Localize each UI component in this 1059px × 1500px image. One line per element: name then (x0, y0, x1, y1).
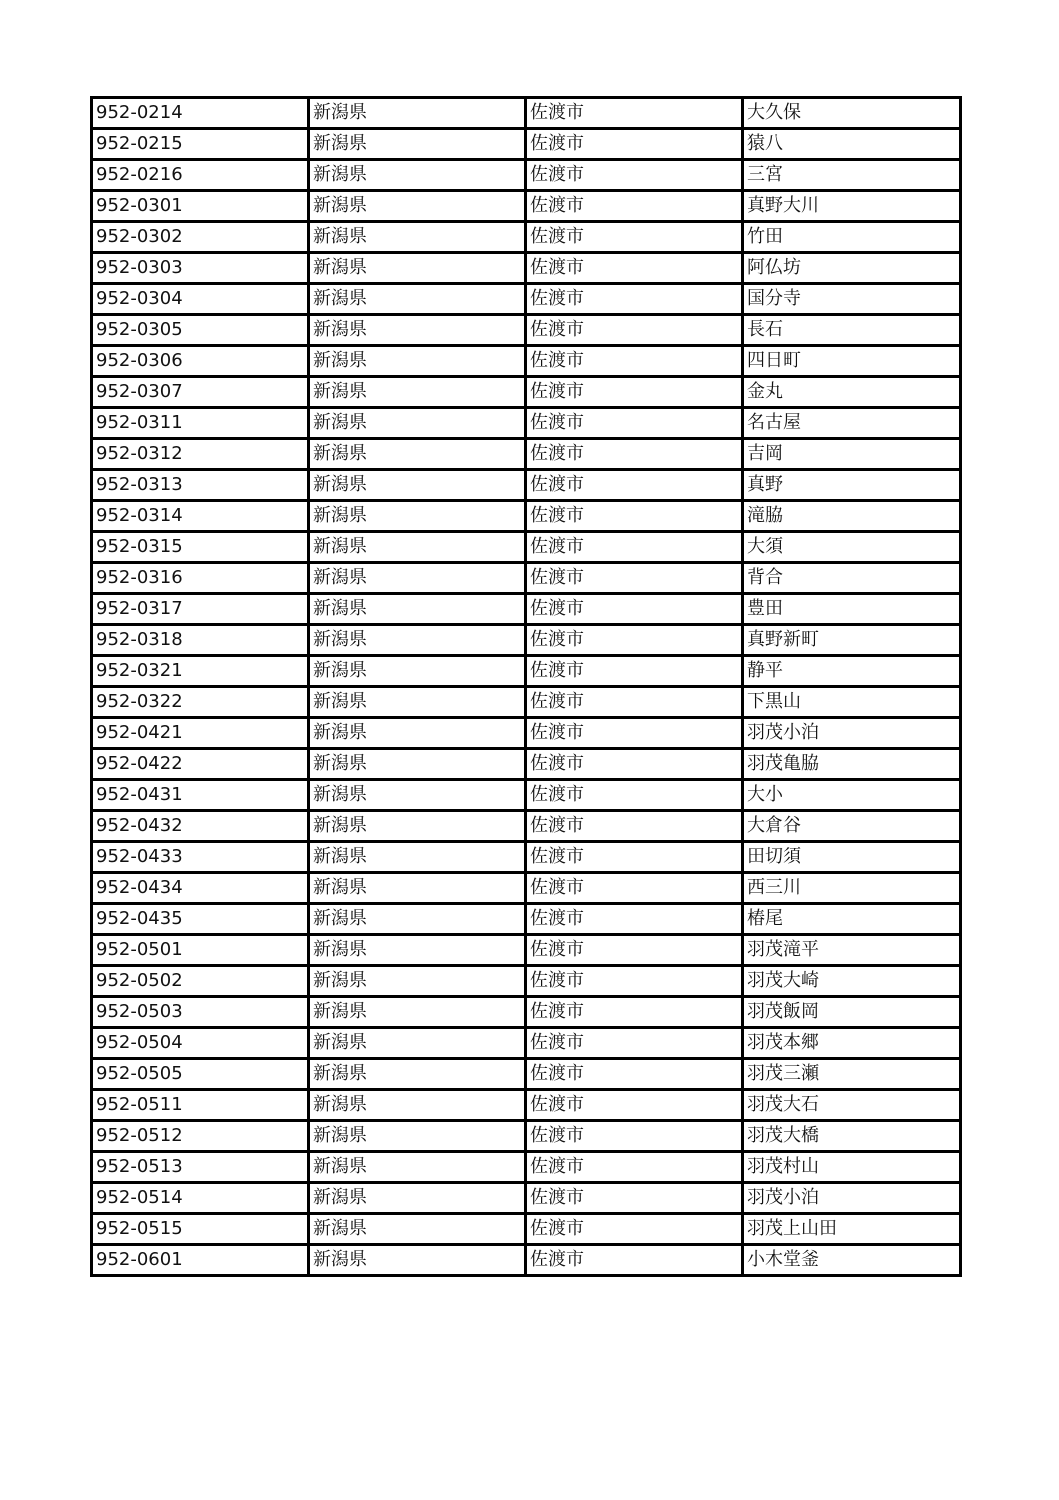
postal-code-cell: 952-0505 (92, 1059, 309, 1090)
table-row (92, 873, 961, 904)
table-row (92, 935, 961, 966)
prefecture-cell: 新潟県 (309, 811, 526, 842)
postal-code-cell: 952-0313 (92, 470, 309, 501)
postal-code-cell: 952-0302 (92, 222, 309, 253)
postal-code-cell: 952-0314 (92, 501, 309, 532)
prefecture-cell: 新潟県 (309, 966, 526, 997)
prefecture-cell: 新潟県 (309, 315, 526, 346)
city-cell: 佐渡市 (526, 315, 743, 346)
town-cell: 羽茂大崎 (743, 966, 961, 997)
town-cell: 大小 (743, 780, 961, 811)
city-cell: 佐渡市 (526, 656, 743, 687)
postal-code-cell: 952-0304 (92, 284, 309, 315)
postal-code-cell: 952-0503 (92, 997, 309, 1028)
city-cell: 佐渡市 (526, 408, 743, 439)
prefecture-cell: 新潟県 (309, 1028, 526, 1059)
prefecture-cell: 新潟県 (309, 346, 526, 377)
postal-code-cell: 952-0514 (92, 1183, 309, 1214)
city-cell: 佐渡市 (526, 346, 743, 377)
town-cell: 真野大川 (743, 191, 961, 222)
table-row (92, 904, 961, 935)
town-cell: 羽茂本郷 (743, 1028, 961, 1059)
table-row (92, 222, 961, 253)
city-cell: 佐渡市 (526, 1183, 743, 1214)
town-cell: 下黒山 (743, 687, 961, 718)
town-cell: 真野 (743, 470, 961, 501)
table-row (92, 1183, 961, 1214)
prefecture-cell: 新潟県 (309, 501, 526, 532)
prefecture-cell: 新潟県 (309, 98, 526, 129)
city-cell: 佐渡市 (526, 780, 743, 811)
city-cell: 佐渡市 (526, 1059, 743, 1090)
postal-code-cell: 952-0305 (92, 315, 309, 346)
table-row (92, 1090, 961, 1121)
prefecture-cell: 新潟県 (309, 1121, 526, 1152)
postal-code-cell: 952-0432 (92, 811, 309, 842)
town-cell: 真野新町 (743, 625, 961, 656)
table-row (92, 253, 961, 284)
city-cell: 佐渡市 (526, 904, 743, 935)
table-row (92, 842, 961, 873)
city-cell: 佐渡市 (526, 718, 743, 749)
town-cell: 西三川 (743, 873, 961, 904)
postal-code-cell: 952-0306 (92, 346, 309, 377)
postal-code-cell: 952-0318 (92, 625, 309, 656)
town-cell: 羽茂飯岡 (743, 997, 961, 1028)
table-row (92, 1121, 961, 1152)
city-cell: 佐渡市 (526, 1121, 743, 1152)
prefecture-cell: 新潟県 (309, 687, 526, 718)
table-row (92, 1245, 961, 1276)
city-cell: 佐渡市 (526, 997, 743, 1028)
city-cell: 佐渡市 (526, 222, 743, 253)
city-cell: 佐渡市 (526, 749, 743, 780)
table-row (92, 625, 961, 656)
city-cell: 佐渡市 (526, 842, 743, 873)
prefecture-cell: 新潟県 (309, 780, 526, 811)
address-table-body (92, 98, 961, 1276)
prefecture-cell: 新潟県 (309, 1152, 526, 1183)
prefecture-cell: 新潟県 (309, 408, 526, 439)
prefecture-cell: 新潟県 (309, 129, 526, 160)
prefecture-cell: 新潟県 (309, 997, 526, 1028)
town-cell: 金丸 (743, 377, 961, 408)
postal-code-cell: 952-0214 (92, 98, 309, 129)
city-cell: 佐渡市 (526, 1152, 743, 1183)
city-cell: 佐渡市 (526, 935, 743, 966)
town-cell: 国分寺 (743, 284, 961, 315)
prefecture-cell: 新潟県 (309, 1214, 526, 1245)
prefecture-cell: 新潟県 (309, 377, 526, 408)
table-row (92, 532, 961, 563)
prefecture-cell: 新潟県 (309, 253, 526, 284)
city-cell: 佐渡市 (526, 284, 743, 315)
city-cell: 佐渡市 (526, 811, 743, 842)
prefecture-cell: 新潟県 (309, 222, 526, 253)
town-cell: 四日町 (743, 346, 961, 377)
table-row (92, 160, 961, 191)
town-cell: 田切須 (743, 842, 961, 873)
city-cell: 佐渡市 (526, 191, 743, 222)
table-row (92, 811, 961, 842)
table-row (92, 315, 961, 346)
table-row (92, 284, 961, 315)
postal-code-cell: 952-0307 (92, 377, 309, 408)
postal-code-cell: 952-0434 (92, 873, 309, 904)
postal-code-cell: 952-0421 (92, 718, 309, 749)
table-row (92, 501, 961, 532)
postal-code-cell: 952-0504 (92, 1028, 309, 1059)
town-cell: 羽茂村山 (743, 1152, 961, 1183)
city-cell: 佐渡市 (526, 687, 743, 718)
postal-code-cell: 952-0315 (92, 532, 309, 563)
prefecture-cell: 新潟県 (309, 935, 526, 966)
prefecture-cell: 新潟県 (309, 284, 526, 315)
town-cell: 大久保 (743, 98, 961, 129)
city-cell: 佐渡市 (526, 1245, 743, 1276)
prefecture-cell: 新潟県 (309, 718, 526, 749)
table-row (92, 780, 961, 811)
town-cell: 豊田 (743, 594, 961, 625)
postal-code-cell: 952-0322 (92, 687, 309, 718)
table-row (92, 1059, 961, 1090)
prefecture-cell: 新潟県 (309, 532, 526, 563)
city-cell: 佐渡市 (526, 966, 743, 997)
town-cell: 猿八 (743, 129, 961, 160)
prefecture-cell: 新潟県 (309, 563, 526, 594)
city-cell: 佐渡市 (526, 1214, 743, 1245)
city-cell: 佐渡市 (526, 377, 743, 408)
city-cell: 佐渡市 (526, 1028, 743, 1059)
prefecture-cell: 新潟県 (309, 1090, 526, 1121)
postal-code-cell: 952-0316 (92, 563, 309, 594)
city-cell: 佐渡市 (526, 160, 743, 191)
town-cell: 長石 (743, 315, 961, 346)
prefecture-cell: 新潟県 (309, 656, 526, 687)
town-cell: 大須 (743, 532, 961, 563)
town-cell: 羽茂大石 (743, 1090, 961, 1121)
prefecture-cell: 新潟県 (309, 594, 526, 625)
postal-code-cell: 952-0216 (92, 160, 309, 191)
postal-code-cell: 952-0601 (92, 1245, 309, 1276)
table-row (92, 470, 961, 501)
table-row (92, 563, 961, 594)
table-row (92, 408, 961, 439)
table-row (92, 1028, 961, 1059)
town-cell: 椿尾 (743, 904, 961, 935)
prefecture-cell: 新潟県 (309, 842, 526, 873)
prefecture-cell: 新潟県 (309, 749, 526, 780)
prefecture-cell: 新潟県 (309, 439, 526, 470)
prefecture-cell: 新潟県 (309, 470, 526, 501)
table-row (92, 1152, 961, 1183)
town-cell: 羽茂三瀬 (743, 1059, 961, 1090)
town-cell: 静平 (743, 656, 961, 687)
postal-code-cell: 952-0215 (92, 129, 309, 160)
city-cell: 佐渡市 (526, 1090, 743, 1121)
postal-code-cell: 952-0431 (92, 780, 309, 811)
town-cell: 羽茂大橋 (743, 1121, 961, 1152)
city-cell: 佐渡市 (526, 563, 743, 594)
postal-code-cell: 952-0311 (92, 408, 309, 439)
town-cell: 羽茂小泊 (743, 1183, 961, 1214)
prefecture-cell: 新潟県 (309, 1183, 526, 1214)
town-cell: 背合 (743, 563, 961, 594)
city-cell: 佐渡市 (526, 470, 743, 501)
prefecture-cell: 新潟県 (309, 191, 526, 222)
town-cell: 阿仏坊 (743, 253, 961, 284)
table-row (92, 594, 961, 625)
postal-code-cell: 952-0502 (92, 966, 309, 997)
table-row (92, 687, 961, 718)
city-cell: 佐渡市 (526, 594, 743, 625)
postal-code-cell: 952-0501 (92, 935, 309, 966)
prefecture-cell: 新潟県 (309, 625, 526, 656)
prefecture-cell: 新潟県 (309, 1245, 526, 1276)
town-cell: 名古屋 (743, 408, 961, 439)
postal-code-cell: 952-0512 (92, 1121, 309, 1152)
table-row (92, 749, 961, 780)
table-row (92, 966, 961, 997)
postal-code-cell: 952-0301 (92, 191, 309, 222)
postal-code-cell: 952-0515 (92, 1214, 309, 1245)
town-cell: 羽茂上山田 (743, 1214, 961, 1245)
prefecture-cell: 新潟県 (309, 904, 526, 935)
table-row (92, 129, 961, 160)
town-cell: 滝脇 (743, 501, 961, 532)
postal-code-cell: 952-0312 (92, 439, 309, 470)
postal-code-cell: 952-0433 (92, 842, 309, 873)
town-cell: 大倉谷 (743, 811, 961, 842)
postal-code-cell: 952-0422 (92, 749, 309, 780)
postal-code-cell: 952-0317 (92, 594, 309, 625)
postal-code-cell: 952-0435 (92, 904, 309, 935)
city-cell: 佐渡市 (526, 501, 743, 532)
table-row (92, 1214, 961, 1245)
prefecture-cell: 新潟県 (309, 160, 526, 191)
town-cell: 三宮 (743, 160, 961, 191)
table-row (92, 377, 961, 408)
table-row (92, 439, 961, 470)
prefecture-cell: 新潟県 (309, 1059, 526, 1090)
city-cell: 佐渡市 (526, 625, 743, 656)
table-row (92, 718, 961, 749)
prefecture-cell: 新潟県 (309, 873, 526, 904)
city-cell: 佐渡市 (526, 532, 743, 563)
city-cell: 佐渡市 (526, 439, 743, 470)
postal-code-cell: 952-0303 (92, 253, 309, 284)
postal-code-cell: 952-0513 (92, 1152, 309, 1183)
town-cell: 小木堂釜 (743, 1245, 961, 1276)
city-cell: 佐渡市 (526, 98, 743, 129)
city-cell: 佐渡市 (526, 873, 743, 904)
town-cell: 羽茂滝平 (743, 935, 961, 966)
city-cell: 佐渡市 (526, 253, 743, 284)
postal-code-cell: 952-0321 (92, 656, 309, 687)
table-row (92, 98, 961, 129)
table-row (92, 656, 961, 687)
postal-code-cell: 952-0511 (92, 1090, 309, 1121)
table-row (92, 346, 961, 377)
city-cell: 佐渡市 (526, 129, 743, 160)
town-cell: 羽茂小泊 (743, 718, 961, 749)
table-row (92, 191, 961, 222)
town-cell: 吉岡 (743, 439, 961, 470)
town-cell: 羽茂亀脇 (743, 749, 961, 780)
table-row (92, 997, 961, 1028)
town-cell: 竹田 (743, 222, 961, 253)
address-table (90, 96, 962, 1277)
